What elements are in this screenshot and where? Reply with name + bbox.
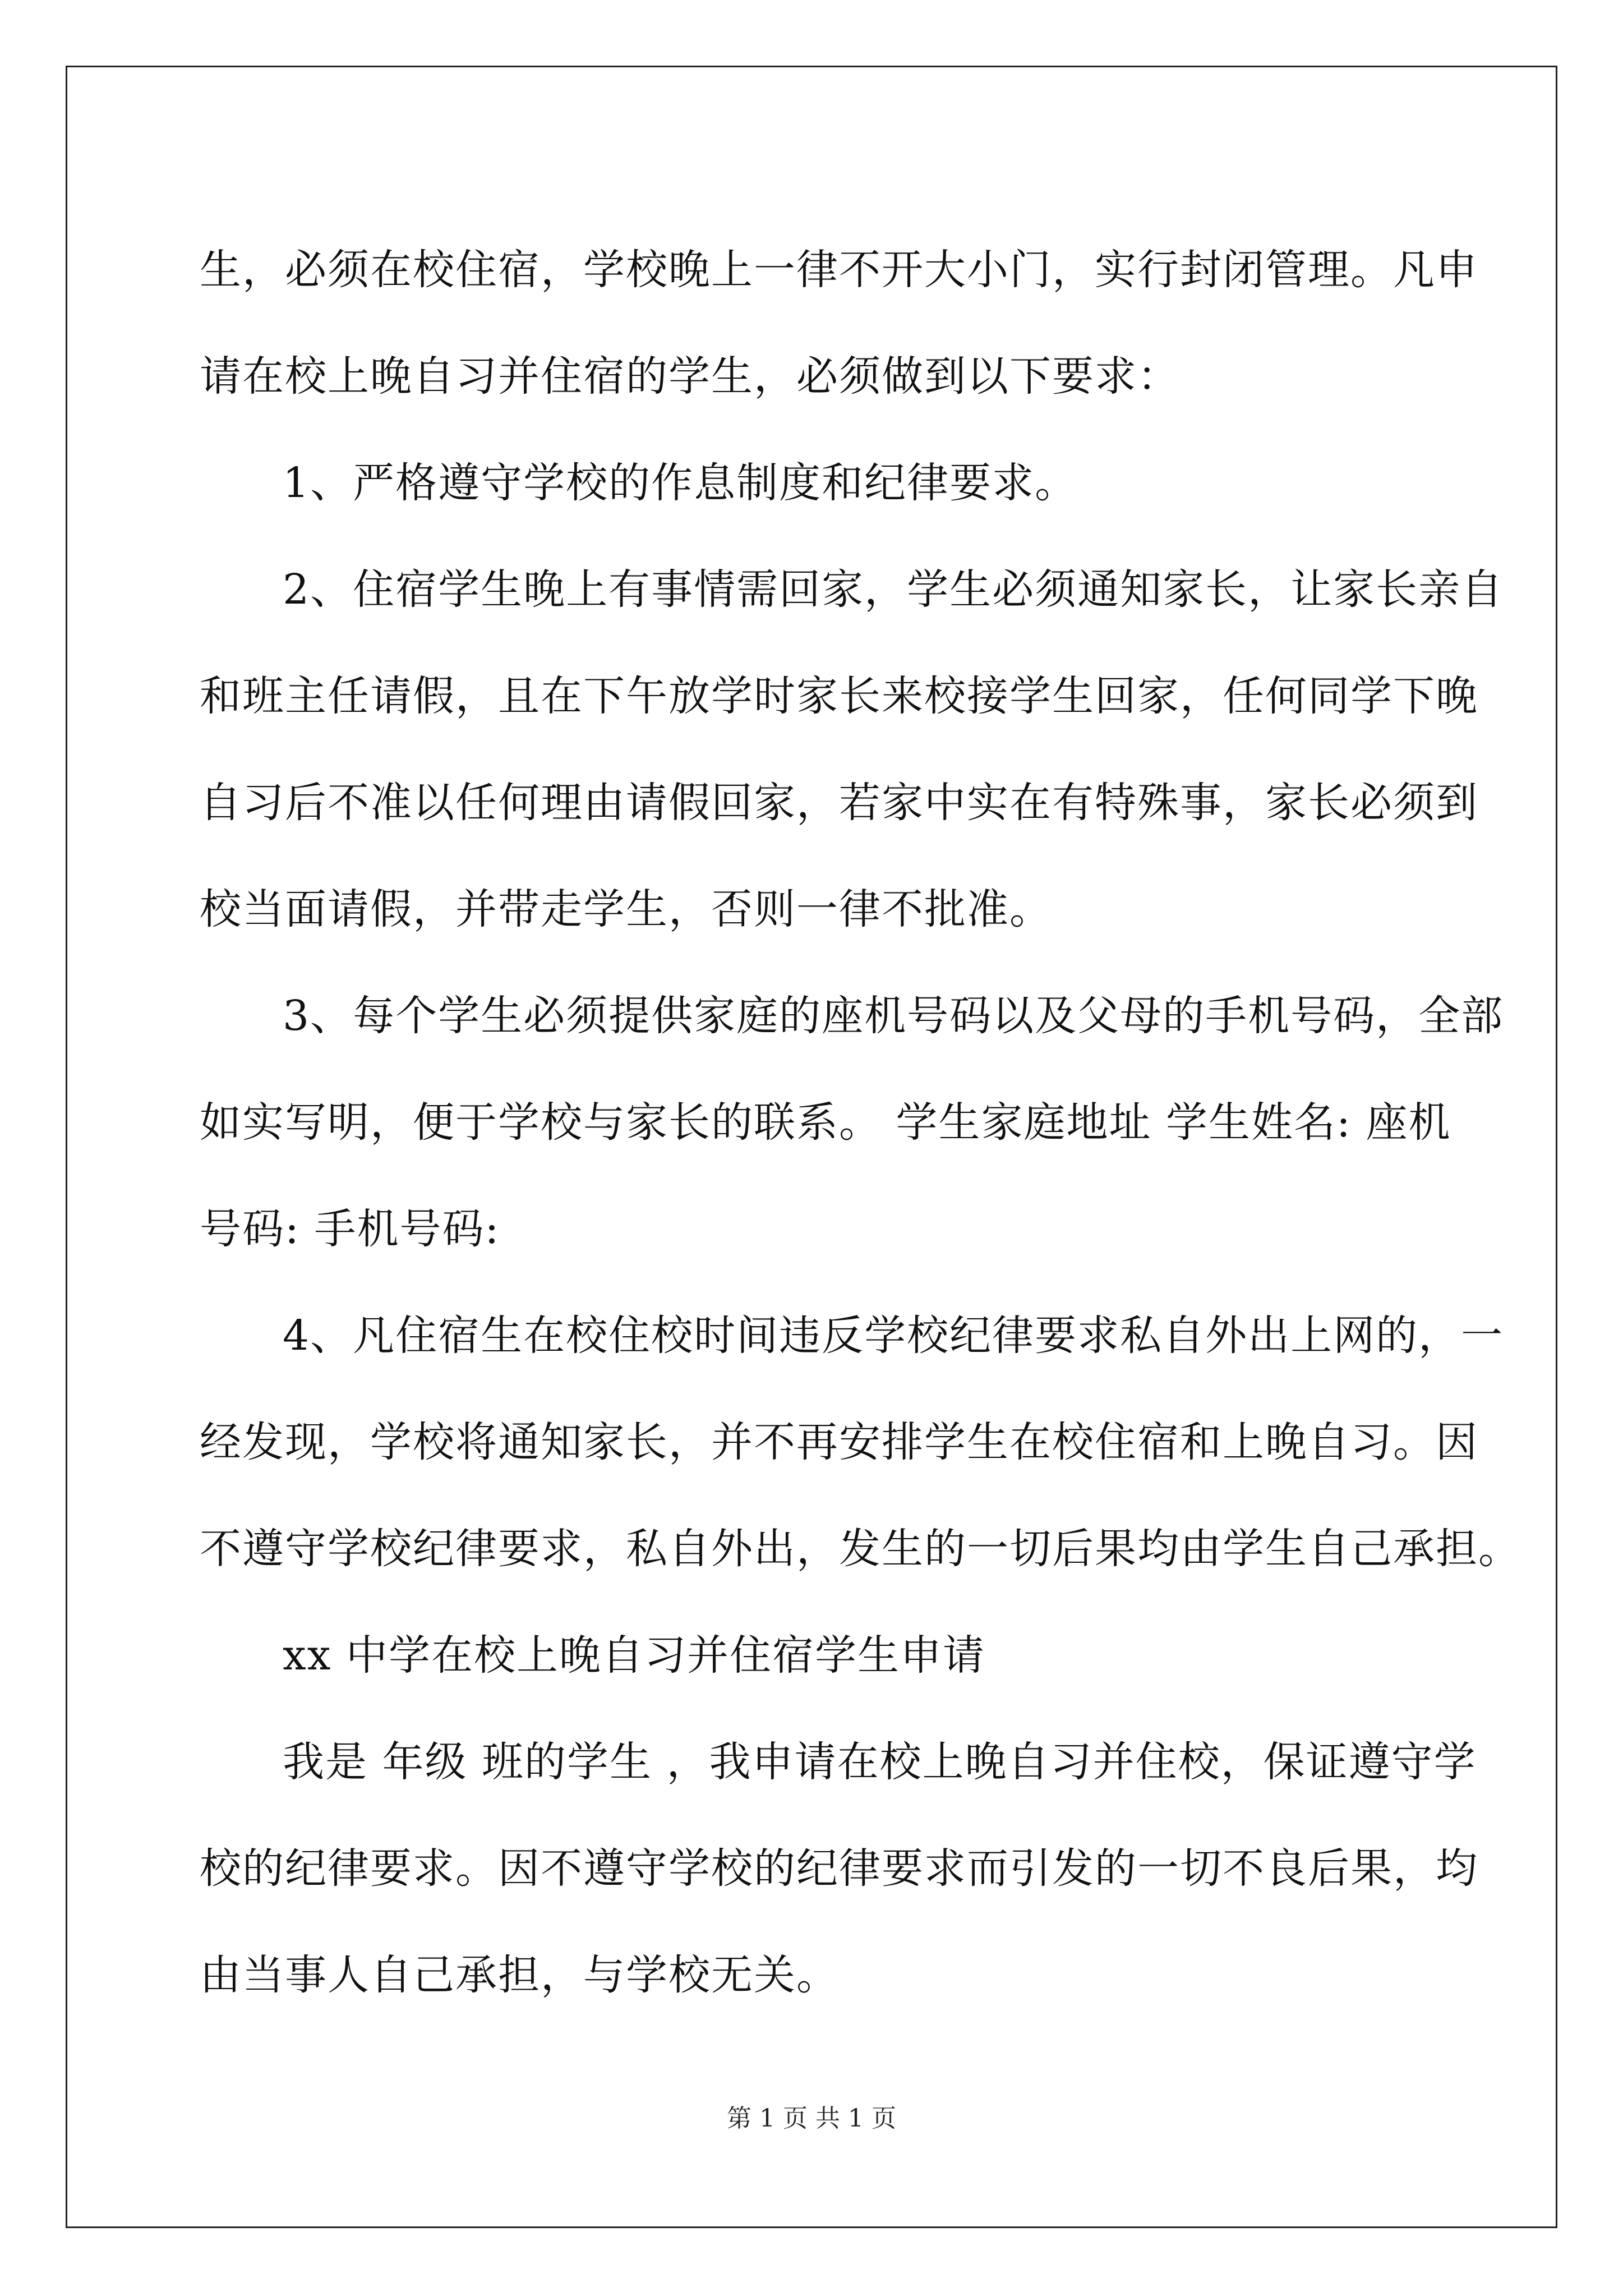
text-line: 由当事人自己承担，与学校无关。 [200,1951,839,1999]
text-line: 请在校上晚自习并住宿的学生，必须做到以下要求： [200,352,1180,401]
text-line: 2、住宿学生晚上有事情需回家，学生必须通知家长，让家长亲自 [283,565,1504,614]
text-line: 校当面请假，并带走学生，否则一律不批准。 [200,885,1052,933]
text-line: 校的纪律要求。因不遵守学校的纪律要求而引发的一切不良后果，均 [200,1844,1478,1893]
text-line: 不遵守学校纪律要求，私自外出，发生的一切后果均由学生自己承担。 [200,1525,1521,1573]
text-line: 1、严格遵守学校的作息制度和纪律要求。 [283,459,1078,507]
text-line: 3、每个学生必须提供家庭的座机号码以及父母的手机号码，全部 [283,992,1504,1040]
text-line: 4、凡住宿生在校住校时间违反学校纪律要求私自外出上网的，一 [283,1312,1504,1360]
text-line: 和班主任请假，且在下午放学时家长来校接学生回家，任何同学下晚 [200,672,1478,720]
document-body [200,213,1521,2025]
application-title: xx 中学在校上晚自习并住宿学生申请 [283,1631,985,1680]
text-line: 生，必须在校住宿，学校晚上一律不开大小门，实行封闭管理。凡申 [200,246,1478,294]
page-number: 第 1 页 共 1 页 [727,2104,896,2133]
text-line: 我是 年级 班的学生 ，我申请在校上晚自习并住校，保证遵守学 [283,1738,1477,1786]
text-line: 经发现，学校将通知家长，并不再安排学生在校住宿和上晚自习。因 [200,1418,1478,1466]
text-line: 号码: 手机号码: [200,1205,500,1253]
text-line: 自习后不准以任何理由请假回家，若家中实在有特殊事，家长必须到 [200,779,1478,827]
text-line: 如实写明，便于学校与家长的联系。 学生家庭地址 学生姓名: 座机 [200,1098,1451,1147]
